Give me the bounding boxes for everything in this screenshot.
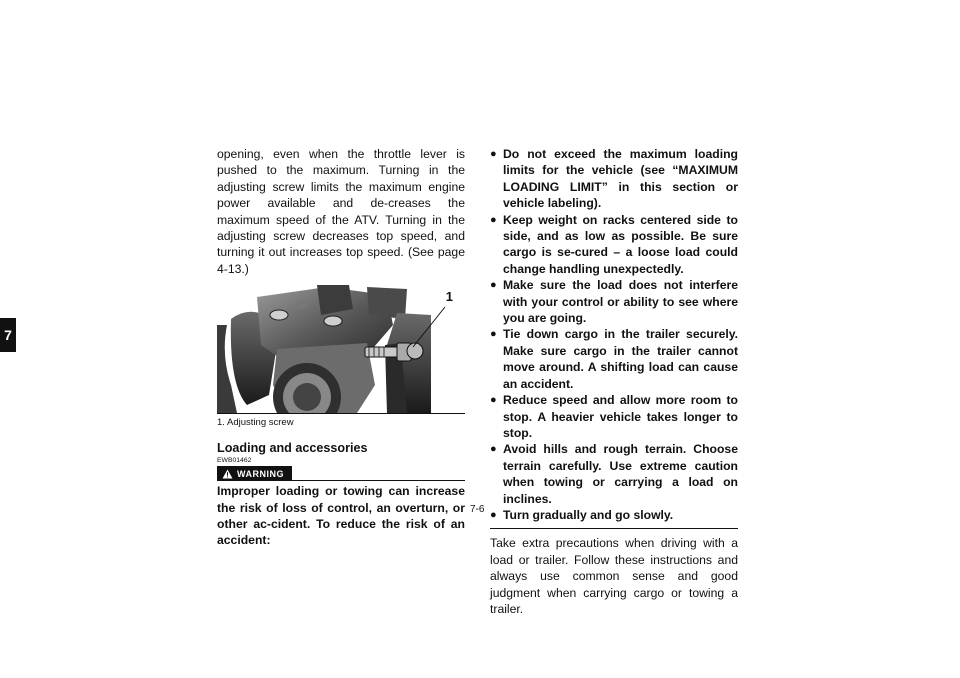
list-item	[490, 392, 738, 441]
closing-paragraph: Take extra precautions when driving with a load or trailer. Follow these instructions and always use common sense and good judgment when carrying cargo or towing a trailer.	[490, 536, 738, 616]
list-item-text: Make sure the load does not interfere with your control or ability to see where you are going.	[503, 278, 738, 326]
warning-bullet-list	[490, 146, 738, 523]
throttle-housing-illustration	[217, 285, 465, 413]
bullet-dot-icon: ●	[490, 508, 497, 521]
list-item	[490, 507, 738, 523]
bullet-dot-icon: ●	[490, 213, 497, 226]
list-item	[490, 146, 738, 212]
list-item-text: Turn gradually and go slowly.	[503, 507, 674, 522]
warning-label: WARNING	[237, 468, 284, 479]
list-item	[490, 441, 738, 507]
list-item-text: Avoid hills and rough terrain. Choose terrain carefully. Use extreme caution when towing or carrying a load on inclines.	[503, 442, 738, 506]
warning-triangle-icon	[222, 469, 233, 479]
bullet-dot-icon: ●	[490, 279, 497, 292]
warning-rule	[292, 466, 465, 481]
list-item-text: Reduce speed and allow more room to stop. A heavier vehicle takes longer to stop.	[503, 393, 738, 440]
warning-header	[217, 466, 465, 481]
left-column	[217, 146, 465, 549]
intro-paragraph: opening, even when the throttle lever is pushed to the maximum. Turning in the adjusting screw limits the maximum engine power available and de-creases the maximum speed of the ATV. Turning in the adjusting screw decreases top speed, and turning it out increases top speed. (See page 4-13.)	[217, 147, 465, 276]
list-item	[490, 326, 738, 392]
right-column	[490, 146, 738, 617]
list-item-text: Keep weight on racks centered side to side, and as low as possible. Be sure cargo is se-cured – a loose load could change handling unexpectedly.	[503, 212, 738, 276]
bullet-dot-icon: ●	[490, 394, 497, 407]
warning-text: Improper loading or towing can increase the risk of loss of control, an overturn, or other ac-cident. To reduce the risk of an accident:	[217, 484, 465, 548]
list-item	[490, 277, 738, 326]
bullet-dot-icon: ●	[490, 443, 497, 456]
adjusting-screw-figure	[217, 285, 465, 413]
section-title: Loading and accessories	[217, 441, 368, 456]
warning-badge	[217, 466, 292, 481]
chapter-tab: 7	[0, 318, 16, 352]
section-code: EWB01462	[217, 457, 252, 465]
bullet-dot-icon: ●	[490, 328, 497, 341]
bullet-dot-icon: ●	[490, 148, 497, 160]
list-item-text: Tie down cargo in the trailer securely. Make sure cargo in the trailer cannot move around. A shifting load can cause an accident.	[503, 327, 738, 391]
figure-callout-number: 1	[445, 289, 453, 305]
list-item-text: Do not exceed the maximum loading limits for the vehicle (see “MAXIMUM LOADING LIMIT” in this section or vehicle labeling).	[503, 147, 738, 211]
figure-caption: 1. Adjusting screw	[217, 413, 465, 429]
list-item	[490, 212, 738, 278]
page-number: 7-6	[470, 504, 485, 515]
warning-end-rule	[490, 528, 738, 529]
